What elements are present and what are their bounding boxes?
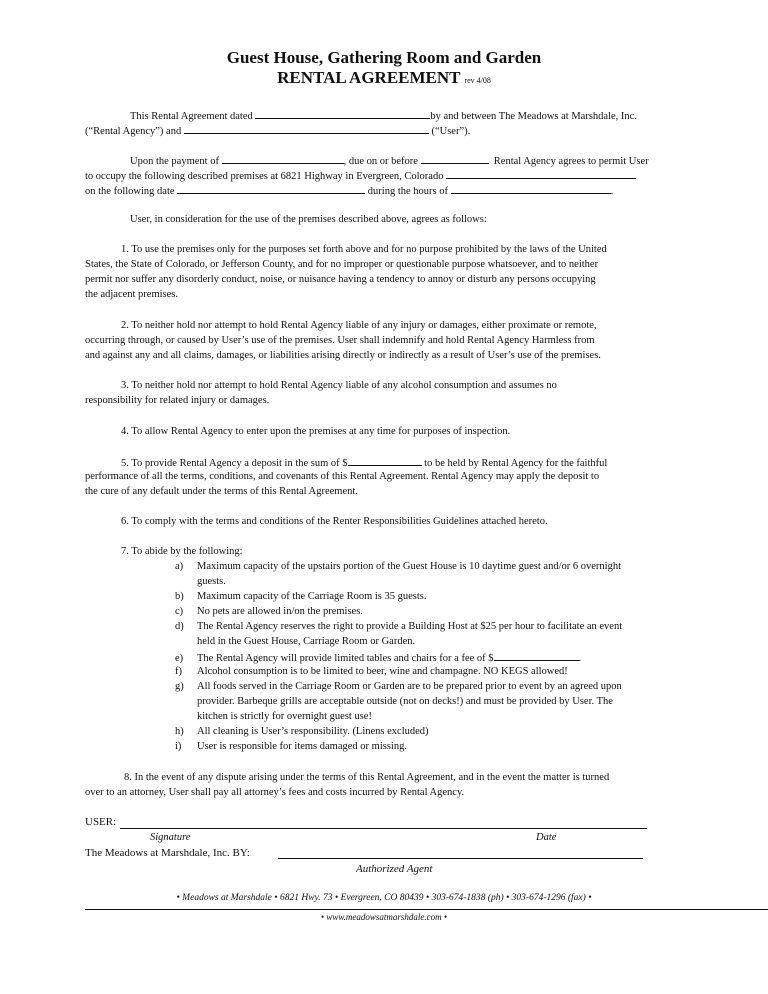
subitem-h: h) All cleaning is User’s responsibility. (Linens excluded) [175, 726, 429, 737]
clause-5-line-2: performance of all the terms, conditions, and covenants of this Rental Agreement. Rental Agency may apply the deposit to [85, 471, 600, 482]
document-title: Guest House, Gathering Room and Garden [226, 48, 542, 67]
user-signature-line[interactable] [120, 828, 647, 829]
payment-line-2: to occupy the following described premises at 6821 Highway in Evergreen, Colorado [85, 167, 636, 184]
footer-website: • www.meadowsatmarshdale.com • [320, 912, 448, 922]
subitem-e: e) The Rental Agency will provide limited tables and chairs for a fee of $ . [175, 649, 581, 666]
premises-blank[interactable] [446, 167, 636, 179]
subitem-i: i) User is responsible for items damaged or missing. [175, 741, 407, 752]
clause-3-line-1: 3. To neither hold nor attempt to hold Rental Agency liable of any alcohol consumption and assumes no [121, 380, 557, 391]
subitem-g: g) All foods served in the Carriage Room or Garden are to be prepared prior to event by an agreed upon [175, 681, 622, 692]
clause-7: 7. To abide by the following: [121, 546, 243, 557]
rental-date-blank[interactable] [177, 182, 365, 194]
clause-1-line-4: the adjacent premises. [85, 289, 179, 300]
clause-2-line-1: 2. To neither hold nor attempt to hold Rental Agency liable of any injury or damages, either proximate or remote, [121, 320, 597, 331]
clause-3-line-2: responsibility for related injury or damages. [85, 395, 270, 406]
date-caption: Date [536, 832, 557, 843]
clause-4: 4. To allow Rental Agency to enter upon the premises at any time for purposes of inspection. [121, 426, 511, 437]
agent-caption: Authorized Agent [356, 863, 433, 875]
clause-1-line-2: States, the State of Colorado, or Jefferson County, and for no improper or questionable purpose whatsoever, and to neither [85, 259, 599, 270]
footer-divider [85, 909, 768, 910]
agent-signature-line[interactable] [278, 858, 643, 859]
subitem-f: f) Alcohol consumption is to be limited to beer, wine and champagne. NO KEGS allowed! [175, 666, 568, 677]
subitem-c: c) No pets are allowed in/on the premises. [175, 606, 363, 617]
payment-amount-blank[interactable] [222, 152, 344, 164]
clause-5-line-1: 5. To provide Rental Agency a deposit in the sum of $ to be held by Rental Agency for the faithful [121, 454, 607, 471]
clause-5-line-3: the cure of any default under the terms of this Rental Agreement. [85, 486, 358, 497]
subitem-g-cont-2: kitchen is strictly for overnight guest use! [197, 711, 372, 722]
subtitle-text: RENTAL AGREEMENT [277, 68, 461, 87]
intro-line-1: This Rental Agreement dated by and between The Meadows at Marshdale, Inc. [130, 107, 637, 124]
subitem-g-cont-1: provider. Barbeque grills are acceptable outside (not on decks!) and must be provided by User. The [197, 696, 613, 707]
deposit-amount-blank[interactable] [348, 454, 422, 466]
clause-1-line-1: 1. To use the premises only for the purposes set forth above and for no purpose prohibited by the laws of the United [121, 244, 607, 255]
clause-2-line-2: occurring through, or caused by User’s use of the premises. User shall indemnify and hold Rental Agency Harmless from [85, 335, 595, 346]
clause-6: 6. To comply with the terms and conditions of the Renter Responsibilities Guidelines attached hereto. [121, 516, 548, 527]
consideration-text: User, in consideration for the use of the premises described above, agrees as follows: [130, 214, 487, 225]
date-blank[interactable] [255, 107, 430, 119]
hours-blank[interactable] [451, 182, 611, 194]
subitem-b: b) Maximum capacity of the Carriage Room is 35 guests. [175, 591, 427, 602]
clause-8-line-1: 8. In the event of any dispute arising under the terms of this Rental Agreement, and in the event the matter is turned [124, 772, 610, 783]
clause-1-line-3: permit nor suffer any disorderly conduct, noise, or nuisance having a tendency to annoy or disturb any persons occupying [85, 274, 596, 285]
clause-8-line-2: over to an attorney, User shall pay all attorney’s fees and costs incurred by Rental Agency. [85, 787, 465, 798]
subitem-d-cont: held in the Guest House, Carriage Room or Garden. [197, 636, 416, 647]
intro-line-2: (“Rental Agency”) and (“User”). [85, 122, 470, 139]
due-date-blank[interactable] [421, 152, 489, 164]
revision-note: rev 4/08 [464, 76, 491, 85]
subitem-d: d) The Rental Agency reserves the right to provide a Building Host at $25 per hour to facilitate an event [175, 621, 623, 632]
payment-line-1: Upon the payment of , due on or before Rental Agency agrees to permit User [130, 152, 649, 169]
footer-address: • Meadows at Marshdale • 6821 Hwy. 73 • Evergreen, CO 80439 • 303-674-1838 (ph) • 303-674-1296 (fax) • [176, 893, 592, 903]
payment-line-3: on the following date during the hours of . [85, 182, 613, 199]
subitem-a-cont: guests. [197, 576, 226, 587]
user-name-blank[interactable] [184, 122, 429, 134]
table-fee-blank[interactable] [494, 649, 579, 661]
agency-label: The Meadows at Marshdale, Inc. BY: [85, 847, 250, 859]
user-label: USER: [85, 816, 117, 828]
document-subtitle [0, 68, 768, 88]
signature-caption: Signature [150, 832, 191, 843]
subitem-a: a) Maximum capacity of the upstairs portion of the Guest House is 10 daytime guest and/or 6 overnight [175, 561, 621, 572]
clause-2-line-3: and against any and all claims, damages, or liabilities arising directly or indirectly as a result of User’s use of the premises. [85, 350, 601, 361]
